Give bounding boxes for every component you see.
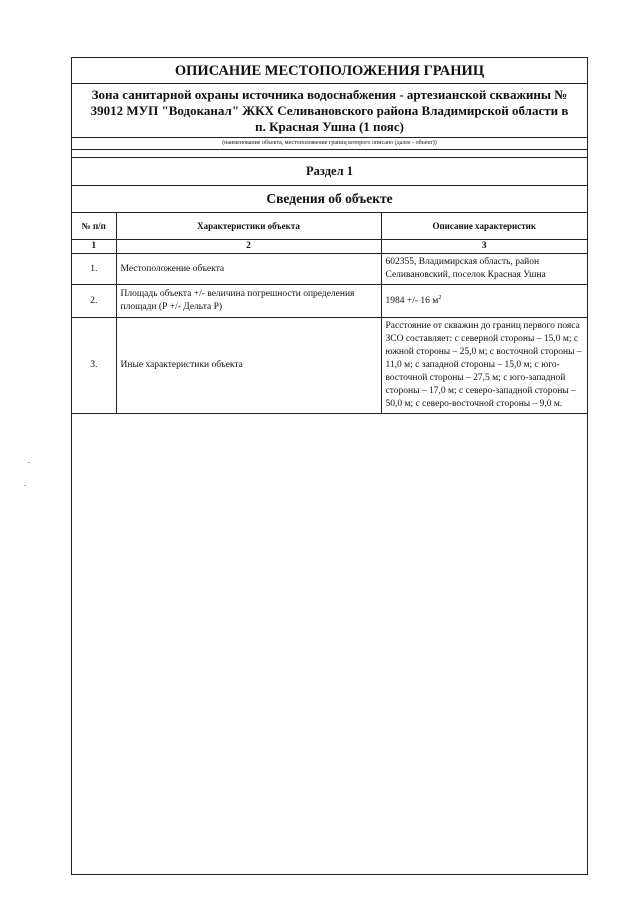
object-name-line: 39012 МУП "Водоканал" ЖКХ Селивановского района Владимирской области в [90,103,569,118]
column-header-number: № п/п [72,213,116,240]
row-description-area [381,285,587,318]
object-info-table [72,213,587,414]
table-row [72,285,587,318]
row-characteristic: Иные характеристики объекта [116,318,381,414]
column-number: 3 [381,240,587,254]
section-title: Раздел 1 [72,158,587,186]
row-number: 3. [72,318,116,414]
object-caption: (наименование объекта, местоположение границ которого описано (далее - объект)) [72,137,587,149]
row-number: 1. [72,254,116,285]
column-number: 2 [116,240,381,254]
document-page [71,57,588,875]
row-description: 1984 +/- 16 м [385,295,439,306]
column-number: 1 [72,240,116,254]
table-row [72,254,587,285]
spacer-row [72,150,587,158]
table-row [72,318,587,414]
table-header-row [72,213,587,240]
row-characteristic: Местоположение объекта [116,254,381,285]
object-name-line: Зона санитарной охраны источника водоснабжения - артезианской скважины № [91,87,568,102]
object-name-line: п. Красная Ушна (1 пояс) [255,119,404,134]
scan-speck [24,485,26,486]
column-numbers-row [72,240,587,254]
row-characteristic: Площадь объекта +/- величина погрешности определения площади (Р +/- Дельта Р) [116,285,381,318]
header-block [72,58,587,150]
info-title: Сведения об объекте [72,186,587,213]
object-name [72,84,587,137]
column-header-characteristic: Характеристики объекта [116,213,381,240]
row-description: 602355, Владимирская область, район Селивановский, поселок Красная Ушна [381,254,587,285]
document-title: ОПИСАНИЕ МЕСТОПОЛОЖЕНИЯ ГРАНИЦ [72,58,587,84]
row-description: Расстояние от скважин до границ первого пояса ЗСО составляет: с северной стороны – 15,0 м; с южной стороны – 25,0 м; с восточной стороны – 11,0 м; с западной стороны – 15,0 м; с юго-восточной стороны – 27,5 м; с юго-западной стороны – 17,0 м; с северо-западной стороны – 50,0 м; с северо-восточной стороны – 9,0 м. [381,318,587,414]
scan-speck [28,462,30,463]
row-number: 2. [72,285,116,318]
area-unit-superscript: 2 [438,294,442,301]
column-header-description: Описание характеристик [381,213,587,240]
